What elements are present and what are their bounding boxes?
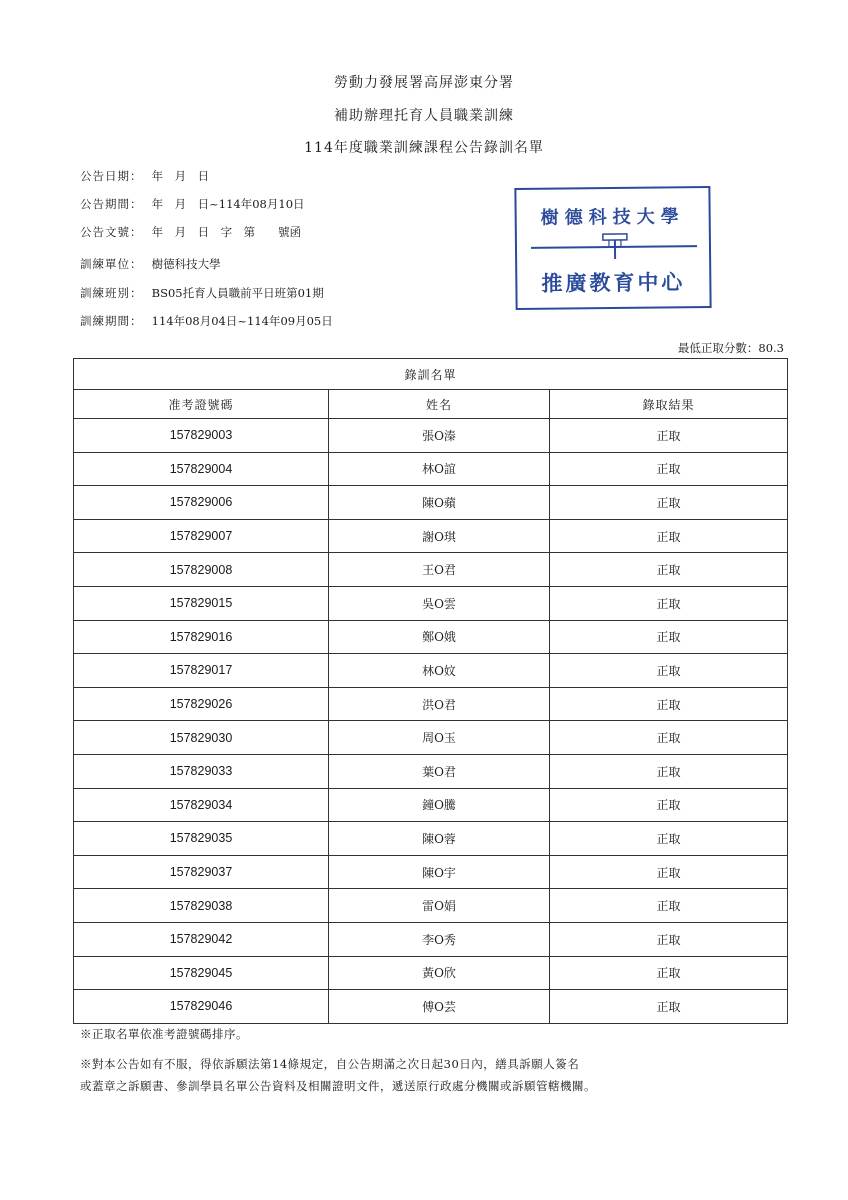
cell-name: 張O溱 [329,419,550,453]
sort-note: ※正取名單依准考證號碼排序。 [80,1027,248,1041]
stamp-logo-icon [601,231,629,261]
cell-exam-id: 157829026 [74,687,329,721]
cell-name: 陳O宇 [329,855,550,889]
cell-name: 陳O蓉 [329,822,550,856]
cell-name: 鐘O騰 [329,788,550,822]
table-row [74,486,788,520]
training-period-label: 訓練期間： [80,314,143,328]
table-caption: 錄訓名單 [74,359,788,390]
cell-name: 林O妏 [329,654,550,688]
min-score: 最低正取分數：80.3 [677,341,784,355]
announce-doc-label: 公告文號： [80,225,143,239]
appeal-note-line1: ※對本公告如有不服，得依訴願法第14條規定，自公告期滿之次日起30日內，繕具訴願人簽名 [80,1057,580,1071]
table-row [74,822,788,856]
table-row [74,721,788,755]
announce-doc [80,224,301,240]
stamp-top-text: 樹德科技大學 [540,206,685,229]
cell-exam-id: 157829017 [74,654,329,688]
cell-name: 黃O欣 [329,956,550,990]
table-row [74,620,788,654]
training-unit-label: 訓練單位： [80,257,143,271]
cell-exam-id: 157829034 [74,788,329,822]
agency-title: 勞動力發展署高屏澎東分署 [334,75,514,91]
announce-period [80,196,305,212]
cell-name: 周O玉 [329,721,550,755]
training-unit [80,256,221,272]
cell-exam-id: 157829004 [74,452,329,486]
table-row [74,519,788,553]
appeal-note-line2: 或蓋章之訴願書、參訓學員名單公告資料及相關證明文件，遞送原行政處分機關或訴願管轄機關。 [80,1079,596,1093]
column-header-id: 准考證號碼 [74,390,329,419]
cell-exam-id: 157829033 [74,754,329,788]
table-row [74,922,788,956]
table-row [74,452,788,486]
training-period-value: 114年08月04日~114年09月05日 [151,314,333,328]
training-period [80,313,333,329]
announce-period-value: 年 月 日~114年08月10日 [151,197,305,211]
announce-doc-value: 年 月 日 字 第 號函 [151,225,302,239]
cell-exam-id: 157829003 [74,419,329,453]
cell-name: 洪O君 [329,687,550,721]
cell-name: 雷O娟 [329,889,550,923]
admission-table [73,358,788,1024]
column-header-result: 錄取結果 [550,390,788,419]
cell-result: 正取 [550,519,788,553]
cell-result: 正取 [550,553,788,587]
table-row [74,754,788,788]
cell-exam-id: 157829006 [74,486,329,520]
training-class-value: BS05托育人員職前平日班第01期 [151,286,324,300]
cell-exam-id: 157829015 [74,586,329,620]
announce-date-label: 公告日期： [80,169,143,183]
cell-exam-id: 157829016 [74,620,329,654]
table-row [74,553,788,587]
cell-exam-id: 157829042 [74,922,329,956]
cell-result: 正取 [550,922,788,956]
column-header-name: 姓名 [329,390,550,419]
table-row [74,586,788,620]
stamp-bottom-text: 推廣教育中心 [541,269,686,296]
cell-result: 正取 [550,419,788,453]
cell-name: 謝O琪 [329,519,550,553]
cell-name: 吳O雲 [329,586,550,620]
training-unit-value: 樹德科技大學 [151,257,221,271]
announce-period-label: 公告期間： [80,197,143,211]
cell-name: 王O君 [329,553,550,587]
cell-result: 正取 [550,721,788,755]
cell-result: 正取 [550,620,788,654]
cell-result: 正取 [550,788,788,822]
training-class-label: 訓練班別： [80,286,143,300]
cell-name: 傅O芸 [329,990,550,1024]
cell-exam-id: 157829008 [74,553,329,587]
cell-result: 正取 [550,452,788,486]
cell-exam-id: 157829030 [74,721,329,755]
cell-result: 正取 [550,754,788,788]
cell-result: 正取 [550,822,788,856]
cell-result: 正取 [550,654,788,688]
cell-result: 正取 [550,855,788,889]
cell-result: 正取 [550,586,788,620]
cell-name: 葉O君 [329,754,550,788]
cell-exam-id: 157829045 [74,956,329,990]
announce-date-value: 年 月 日 [151,169,210,183]
cell-exam-id: 157829007 [74,519,329,553]
table-row [74,654,788,688]
table-row [74,788,788,822]
cell-exam-id: 157829037 [74,855,329,889]
cell-exam-id: 157829038 [74,889,329,923]
cell-result: 正取 [550,889,788,923]
table-row [74,990,788,1024]
cell-result: 正取 [550,956,788,990]
cell-result: 正取 [550,990,788,1024]
table-row [74,889,788,923]
table-row [74,855,788,889]
announce-date [80,168,209,184]
cell-exam-id: 157829046 [74,990,329,1024]
table-row [74,419,788,453]
cell-name: 李O秀 [329,922,550,956]
page-title: 114年度職業訓練課程公告錄訓名單 [304,140,544,156]
cell-result: 正取 [550,486,788,520]
table-row [74,956,788,990]
official-stamp [514,186,711,310]
cell-name: 陳O蘋 [329,486,550,520]
cell-result: 正取 [550,687,788,721]
training-class [80,285,324,301]
cell-name: 鄭O娥 [329,620,550,654]
table-row [74,687,788,721]
cell-exam-id: 157829035 [74,822,329,856]
cell-name: 林O誼 [329,452,550,486]
program-title: 補助辦理托育人員職業訓練 [334,108,514,124]
